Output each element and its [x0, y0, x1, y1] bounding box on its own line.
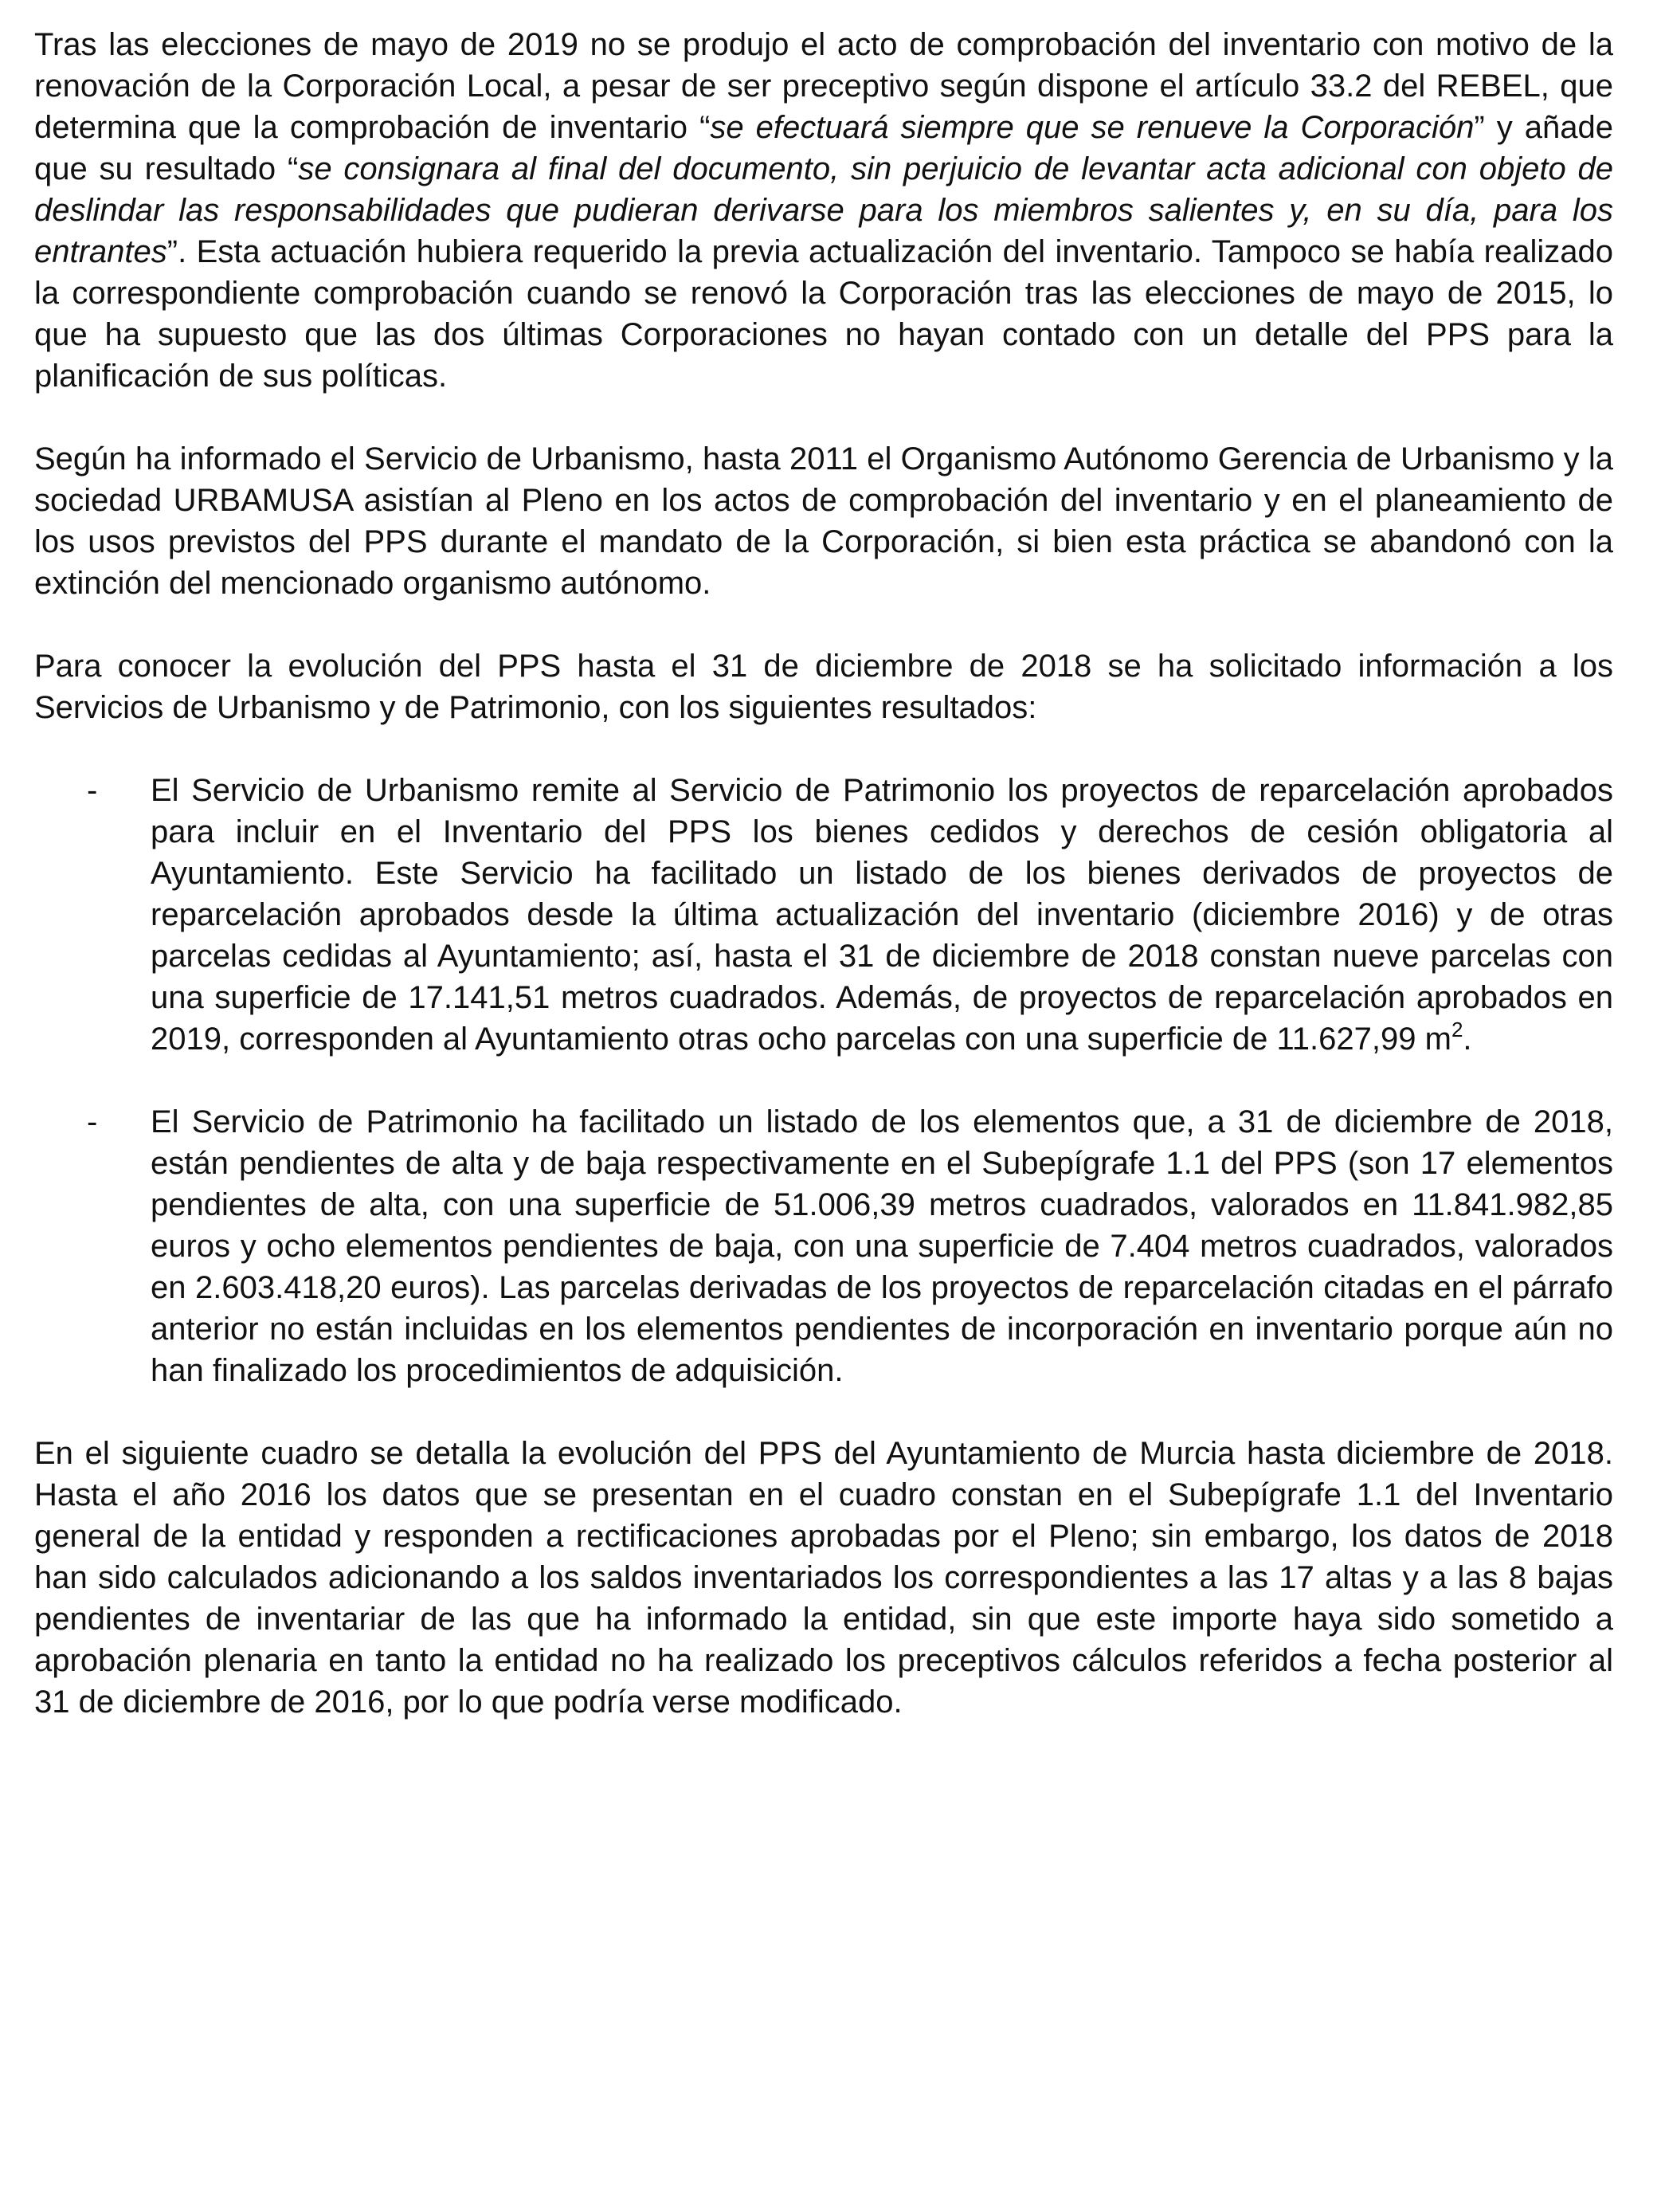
- document-page: [34, 24, 1613, 1764]
- paragraph-urbanism-service: Según ha informado el Servicio de Urbanismo, hasta 2011 el Organismo Autónomo Gerencia de Urbanismo y la sociedad URBAMUSA asistían al Pleno en los actos de comprobación del inventario y en el planeamiento de los usos previstos del PPS durante el mandato de la Corporación, si bien esta práctica se abandonó con la extinción del mencionado organismo autónomo.: [34, 441, 1613, 601]
- list-item-text: El Servicio de Patrimonio ha facilitado un listado de los elementos que, a 31 de diciembre de 2018, están pendientes de alta y de baja respectivamente en el Subepígrafe 1.1 del PPS (son 17 elementos pendientes de alta, con una superficie de 51.006,39 metros cuadrados, valorados en 11.841.982,85 euros y ocho elementos pendientes de baja, con una superficie de 7.404 metros cuadrados, valorados en 2.603.418,20 euros). Las parcelas derivadas de los proyectos de reparcelación citadas en el párrafo anterior no están incluidas en los elementos pendientes de incorporación en inventario porque aún no han finalizado los procedimientos de adquisición.: [151, 1104, 1613, 1388]
- quote-italic: se efectuará siempre que se renueve la Corporación: [710, 110, 1475, 145]
- results-list: [34, 770, 1613, 1391]
- paragraph-pps-evolution-intro: Para conocer la evolución del PPS hasta el 31 de diciembre de 2018 se ha solicitado información a los Servicios de Urbanismo y de Patrimonio, con los siguientes resultados:: [34, 649, 1613, 725]
- list-item-text: El Servicio de Urbanismo remite al Servicio de Patrimonio los proyectos de reparcelación aprobados para incluir en el Inventario del PPS los bienes cedidos y derechos de cesión obligatoria al Ayuntamiento. Este Servicio ha facilitado un listado de los bienes derivados de proyectos de reparcelación aprobados desde la última actualización del inventario (diciembre 2016) y de otras parcelas cedidas al Ayuntamiento; así, hasta el 31 de diciembre de 2018 constan nueve parcelas con una superficie de 17.141,51 metros cuadrados. Además, de proyectos de reparcelación aprobados en 2019, corresponden al Ayuntamiento otras ocho parcelas con una superficie de 11.627,99 m: [151, 773, 1613, 1057]
- list-item-text-tail: .: [1463, 1022, 1472, 1057]
- superscript: 2: [1451, 1018, 1463, 1041]
- paragraph-text: Tras las elecciones de mayo de 2019 no se produjo el acto de comprobación del inventario con motivo de la renovación de la Corporación Local, a pesar de ser preceptivo según dispone el artículo 33.2 del REBEL, que determina que la comprobación de inventario “: [34, 27, 1613, 145]
- list-item: [34, 770, 1613, 1060]
- bullet-dash: -: [87, 1104, 98, 1139]
- quote-italic: se consignara al final del documento, sin perjuicio de levantar acta adicional con objeto de deslindar las responsabilidades que pudieran derivarse para los miembros salientes y, en su día, para los entrantes: [34, 151, 1613, 269]
- paragraph-text: ”. Esta actuación hubiera requerido la previa actualización del inventario. Tampoco se había realizado la correspondiente comprobación cuando se renovó la Corporación tras las elecciones de mayo de 2015, lo que ha supuesto que las dos últimas Corporaciones no hayan contado con un detalle del PPS para la planificación de sus políticas.: [34, 234, 1613, 394]
- list-item: [34, 1101, 1613, 1391]
- paragraph-inventory-check: [34, 24, 1613, 397]
- paragraph-text: ” y añade que su resultado “: [34, 110, 1614, 186]
- paragraph-table-description: En el siguiente cuadro se detalla la evolución del PPS del Ayuntamiento de Murcia hasta diciembre de 2018. Hasta el año 2016 los datos que se presentan en el cuadro constan en el Subepígrafe 1.1 del Inventario general de la entidad y responden a rectificaciones aprobadas por el Pleno; sin embargo, los datos de 2018 han sido calculados adicionando a los saldos inventariados los correspondientes a las 17 altas y a las 8 bajas pendientes de inventariar de las que ha informado la entidad, sin que este importe haya sido sometido a aprobación plenaria en tanto la entidad no ha realizado los preceptivos cálculos referidos a fecha posterior al 31 de diciembre de 2016, por lo que podría verse modificado.: [34, 1436, 1613, 1720]
- bullet-dash: -: [87, 773, 98, 808]
